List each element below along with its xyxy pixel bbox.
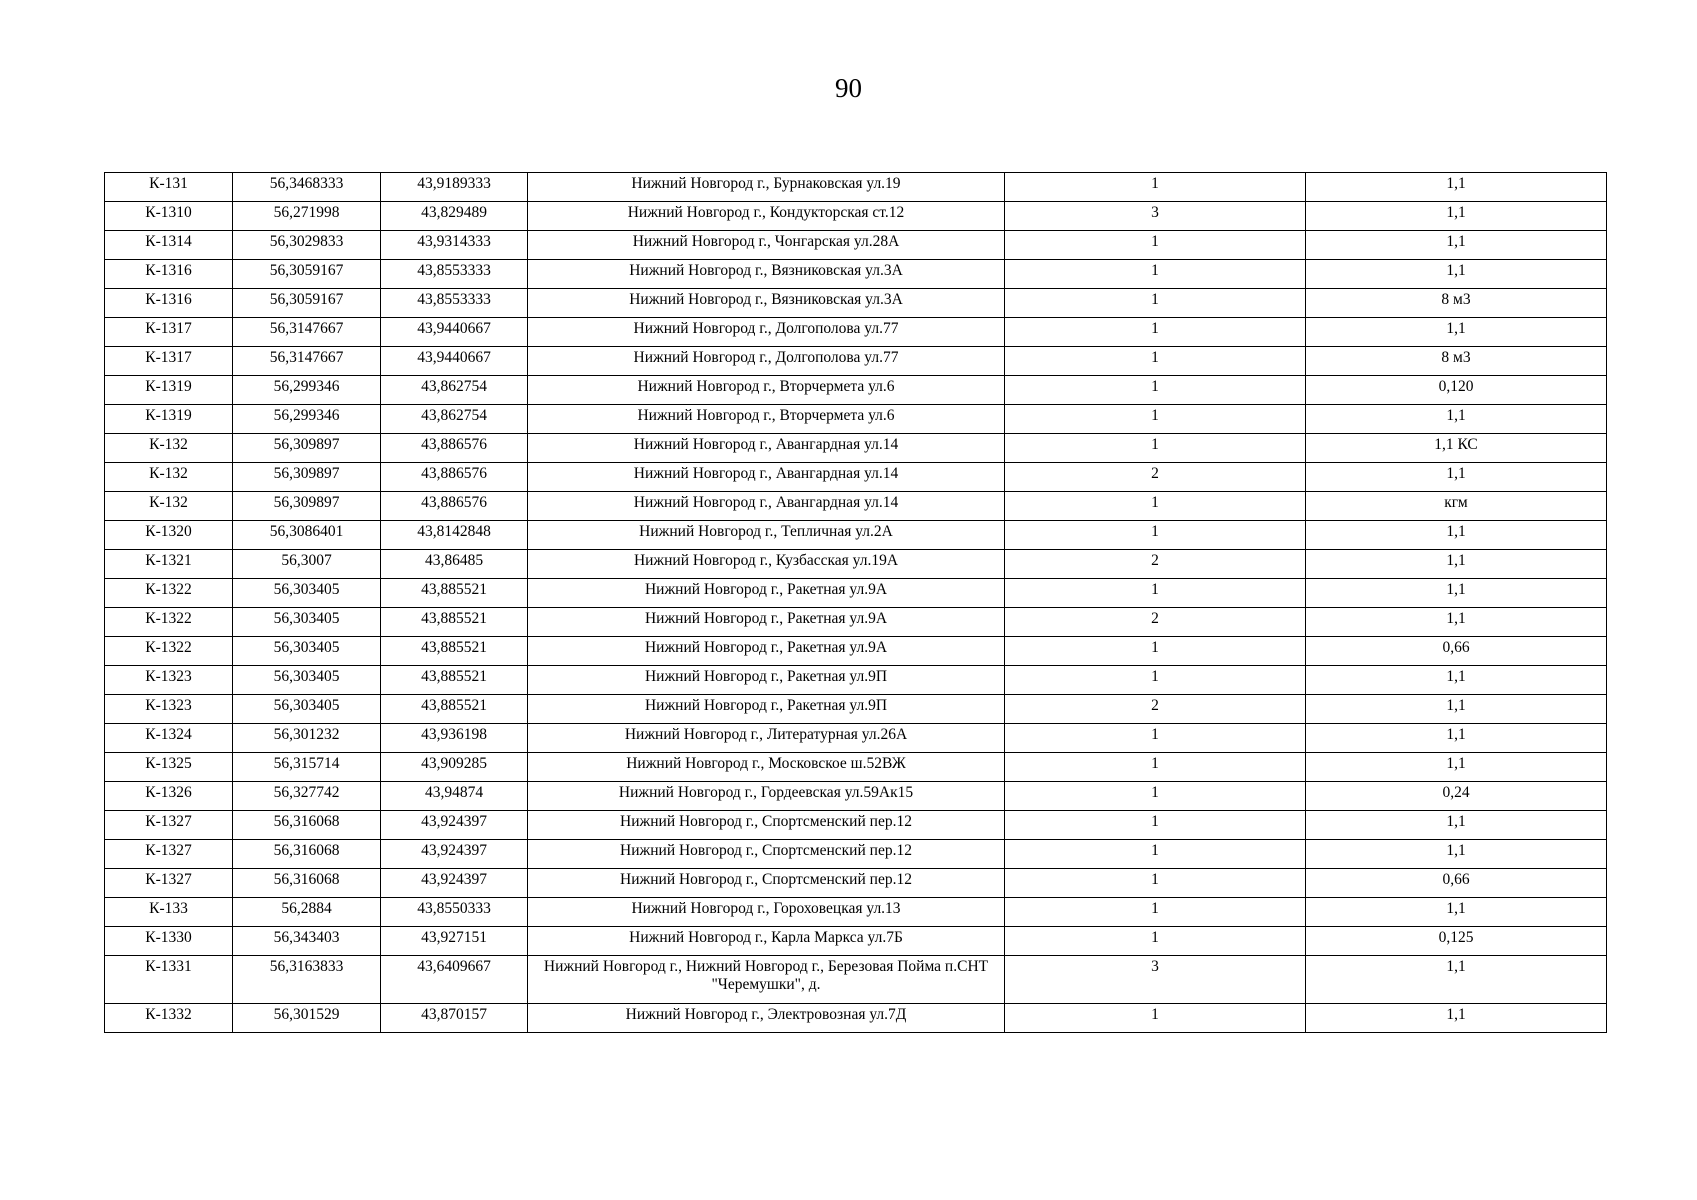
latitude-cell: 56,299346 bbox=[233, 405, 381, 434]
count-cell: 3 bbox=[1005, 956, 1306, 1004]
latitude-cell: 56,301529 bbox=[233, 1004, 381, 1033]
site-id-cell: К-1317 bbox=[105, 318, 233, 347]
address-cell: Нижний Новгород г., Авангардная ул.14 bbox=[528, 463, 1005, 492]
table-row bbox=[105, 318, 1607, 347]
address-cell: Нижний Новгород г., Ракетная ул.9А bbox=[528, 637, 1005, 666]
longitude-cell: 43,924397 bbox=[381, 811, 528, 840]
address-cell: Нижний Новгород г., Долгополова ул.77 bbox=[528, 318, 1005, 347]
table-row bbox=[105, 376, 1607, 405]
latitude-cell: 56,309897 bbox=[233, 492, 381, 521]
longitude-cell: 43,885521 bbox=[381, 666, 528, 695]
table-row bbox=[105, 347, 1607, 376]
count-cell: 1 bbox=[1005, 318, 1306, 347]
latitude-cell: 56,3029833 bbox=[233, 231, 381, 260]
count-cell: 1 bbox=[1005, 927, 1306, 956]
count-cell: 2 bbox=[1005, 608, 1306, 637]
volume-cell: 1,1 bbox=[1306, 463, 1607, 492]
volume-cell: 0,120 bbox=[1306, 376, 1607, 405]
latitude-cell: 56,316068 bbox=[233, 840, 381, 869]
volume-cell: 1,1 bbox=[1306, 840, 1607, 869]
latitude-cell: 56,343403 bbox=[233, 927, 381, 956]
volume-cell: 1,1 bbox=[1306, 260, 1607, 289]
volume-cell: 1,1 bbox=[1306, 724, 1607, 753]
latitude-cell: 56,316068 bbox=[233, 811, 381, 840]
count-cell: 2 bbox=[1005, 550, 1306, 579]
volume-cell: 1,1 bbox=[1306, 898, 1607, 927]
count-cell: 1 bbox=[1005, 434, 1306, 463]
latitude-cell: 56,3059167 bbox=[233, 260, 381, 289]
longitude-cell: 43,86485 bbox=[381, 550, 528, 579]
volume-cell: 1,1 bbox=[1306, 1004, 1607, 1033]
latitude-cell: 56,299346 bbox=[233, 376, 381, 405]
address-cell: Нижний Новгород г., Вязниковская ул.3А bbox=[528, 260, 1005, 289]
address-cell: Нижний Новгород г., Авангардная ул.14 bbox=[528, 492, 1005, 521]
longitude-cell: 43,9314333 bbox=[381, 231, 528, 260]
table-row bbox=[105, 1004, 1607, 1033]
table-row bbox=[105, 260, 1607, 289]
table-row bbox=[105, 579, 1607, 608]
count-cell: 3 bbox=[1005, 202, 1306, 231]
latitude-cell: 56,271998 bbox=[233, 202, 381, 231]
table-row bbox=[105, 231, 1607, 260]
table-row bbox=[105, 724, 1607, 753]
table-row bbox=[105, 463, 1607, 492]
site-id-cell: К-1325 bbox=[105, 753, 233, 782]
table-row bbox=[105, 869, 1607, 898]
latitude-cell: 56,309897 bbox=[233, 463, 381, 492]
site-id-cell: К-1322 bbox=[105, 637, 233, 666]
longitude-cell: 43,862754 bbox=[381, 405, 528, 434]
volume-cell: 1,1 bbox=[1306, 318, 1607, 347]
address-cell: Нижний Новгород г., Вязниковская ул.3А bbox=[528, 289, 1005, 318]
table-row bbox=[105, 840, 1607, 869]
address-cell: Нижний Новгород г., Вторчермета ул.6 bbox=[528, 376, 1005, 405]
count-cell: 1 bbox=[1005, 376, 1306, 405]
volume-cell: 1,1 bbox=[1306, 579, 1607, 608]
site-id-cell: К-1332 bbox=[105, 1004, 233, 1033]
site-id-cell: К-1322 bbox=[105, 608, 233, 637]
count-cell: 1 bbox=[1005, 492, 1306, 521]
table-row bbox=[105, 898, 1607, 927]
table-row bbox=[105, 550, 1607, 579]
site-id-cell: К-1316 bbox=[105, 260, 233, 289]
site-id-cell: К-1321 bbox=[105, 550, 233, 579]
latitude-cell: 56,303405 bbox=[233, 695, 381, 724]
site-id-cell: К-1326 bbox=[105, 782, 233, 811]
count-cell: 1 bbox=[1005, 869, 1306, 898]
count-cell: 1 bbox=[1005, 1004, 1306, 1033]
longitude-cell: 43,9189333 bbox=[381, 173, 528, 202]
site-id-cell: К-132 bbox=[105, 492, 233, 521]
latitude-cell: 56,303405 bbox=[233, 637, 381, 666]
table-row bbox=[105, 405, 1607, 434]
container-sites-table bbox=[104, 172, 1607, 1033]
longitude-cell: 43,909285 bbox=[381, 753, 528, 782]
site-id-cell: К-1316 bbox=[105, 289, 233, 318]
address-cell: Нижний Новгород г., Ракетная ул.9П bbox=[528, 695, 1005, 724]
count-cell: 1 bbox=[1005, 289, 1306, 318]
volume-cell: 1,1 bbox=[1306, 753, 1607, 782]
address-cell: Нижний Новгород г., Кузбасская ул.19А bbox=[528, 550, 1005, 579]
latitude-cell: 56,3163833 bbox=[233, 956, 381, 1004]
latitude-cell: 56,3147667 bbox=[233, 318, 381, 347]
address-cell: Нижний Новгород г., Карла Маркса ул.7Б bbox=[528, 927, 1005, 956]
address-cell: Нижний Новгород г., Кондукторская ст.12 bbox=[528, 202, 1005, 231]
count-cell: 1 bbox=[1005, 521, 1306, 550]
volume-cell: 1,1 bbox=[1306, 811, 1607, 840]
longitude-cell: 43,936198 bbox=[381, 724, 528, 753]
volume-cell: 0,125 bbox=[1306, 927, 1607, 956]
longitude-cell: 43,9440667 bbox=[381, 318, 528, 347]
volume-cell: 1,1 bbox=[1306, 231, 1607, 260]
table-row bbox=[105, 608, 1607, 637]
site-id-cell: К-1322 bbox=[105, 579, 233, 608]
volume-cell: 0,24 bbox=[1306, 782, 1607, 811]
address-cell: Нижний Новгород г., Ракетная ул.9А bbox=[528, 579, 1005, 608]
address-cell: Нижний Новгород г., Вторчермета ул.6 bbox=[528, 405, 1005, 434]
site-id-cell: К-1331 bbox=[105, 956, 233, 1004]
address-cell: Нижний Новгород г., Бурнаковская ул.19 bbox=[528, 173, 1005, 202]
address-cell: Нижний Новгород г., Долгополова ул.77 bbox=[528, 347, 1005, 376]
volume-cell: 8 м3 bbox=[1306, 289, 1607, 318]
latitude-cell: 56,316068 bbox=[233, 869, 381, 898]
latitude-cell: 56,327742 bbox=[233, 782, 381, 811]
latitude-cell: 56,3059167 bbox=[233, 289, 381, 318]
address-cell: Нижний Новгород г., Спортсменский пер.12 bbox=[528, 840, 1005, 869]
table-row bbox=[105, 811, 1607, 840]
longitude-cell: 43,829489 bbox=[381, 202, 528, 231]
longitude-cell: 43,885521 bbox=[381, 695, 528, 724]
table-row bbox=[105, 289, 1607, 318]
site-id-cell: К-131 bbox=[105, 173, 233, 202]
site-id-cell: К-1327 bbox=[105, 840, 233, 869]
volume-cell: 1,1 bbox=[1306, 666, 1607, 695]
longitude-cell: 43,886576 bbox=[381, 492, 528, 521]
longitude-cell: 43,94874 bbox=[381, 782, 528, 811]
table-row bbox=[105, 173, 1607, 202]
site-id-cell: К-1323 bbox=[105, 666, 233, 695]
site-id-cell: К-132 bbox=[105, 434, 233, 463]
count-cell: 1 bbox=[1005, 260, 1306, 289]
longitude-cell: 43,870157 bbox=[381, 1004, 528, 1033]
count-cell: 1 bbox=[1005, 405, 1306, 434]
table-row bbox=[105, 521, 1607, 550]
count-cell: 1 bbox=[1005, 811, 1306, 840]
site-id-cell: К-1324 bbox=[105, 724, 233, 753]
latitude-cell: 56,303405 bbox=[233, 608, 381, 637]
address-cell: Нижний Новгород г., Спортсменский пер.12 bbox=[528, 869, 1005, 898]
latitude-cell: 56,3147667 bbox=[233, 347, 381, 376]
count-cell: 1 bbox=[1005, 637, 1306, 666]
count-cell: 2 bbox=[1005, 695, 1306, 724]
address-cell: Нижний Новгород г., Ракетная ул.9А bbox=[528, 608, 1005, 637]
site-id-cell: К-1319 bbox=[105, 376, 233, 405]
site-id-cell: К-132 bbox=[105, 463, 233, 492]
longitude-cell: 43,862754 bbox=[381, 376, 528, 405]
site-id-cell: К-1314 bbox=[105, 231, 233, 260]
latitude-cell: 56,303405 bbox=[233, 666, 381, 695]
latitude-cell: 56,2884 bbox=[233, 898, 381, 927]
site-id-cell: К-133 bbox=[105, 898, 233, 927]
table-row bbox=[105, 782, 1607, 811]
count-cell: 1 bbox=[1005, 231, 1306, 260]
volume-cell: 8 м3 bbox=[1306, 347, 1607, 376]
address-cell: Нижний Новгород г., Авангардная ул.14 bbox=[528, 434, 1005, 463]
volume-cell: 1,1 bbox=[1306, 608, 1607, 637]
volume-cell: 1,1 bbox=[1306, 173, 1607, 202]
address-cell: Нижний Новгород г., Гороховецкая ул.13 bbox=[528, 898, 1005, 927]
longitude-cell: 43,924397 bbox=[381, 869, 528, 898]
address-cell: Нижний Новгород г., Чонгарская ул.28А bbox=[528, 231, 1005, 260]
volume-cell: 1,1 bbox=[1306, 202, 1607, 231]
latitude-cell: 56,303405 bbox=[233, 579, 381, 608]
site-id-cell: К-1327 bbox=[105, 869, 233, 898]
count-cell: 1 bbox=[1005, 579, 1306, 608]
address-cell: Нижний Новгород г., Нижний Новгород г., Березовая Пойма п.СНТ "Черемушки", д. bbox=[528, 956, 1005, 1004]
volume-cell: 1,1 bbox=[1306, 550, 1607, 579]
site-id-cell: К-1330 bbox=[105, 927, 233, 956]
table-row bbox=[105, 695, 1607, 724]
count-cell: 1 bbox=[1005, 347, 1306, 376]
longitude-cell: 43,6409667 bbox=[381, 956, 528, 1004]
site-id-cell: К-1319 bbox=[105, 405, 233, 434]
count-cell: 1 bbox=[1005, 753, 1306, 782]
volume-cell: 0,66 bbox=[1306, 637, 1607, 666]
count-cell: 1 bbox=[1005, 840, 1306, 869]
volume-cell: 1,1 bbox=[1306, 956, 1607, 1004]
longitude-cell: 43,8553333 bbox=[381, 289, 528, 318]
address-cell: Нижний Новгород г., Гордеевская ул.59Ак15 bbox=[528, 782, 1005, 811]
longitude-cell: 43,8550333 bbox=[381, 898, 528, 927]
table-row bbox=[105, 927, 1607, 956]
latitude-cell: 56,3007 bbox=[233, 550, 381, 579]
volume-cell: 1,1 bbox=[1306, 405, 1607, 434]
table-row bbox=[105, 666, 1607, 695]
count-cell: 1 bbox=[1005, 898, 1306, 927]
longitude-cell: 43,927151 bbox=[381, 927, 528, 956]
volume-cell: 1,1 bbox=[1306, 521, 1607, 550]
longitude-cell: 43,886576 bbox=[381, 434, 528, 463]
site-id-cell: К-1323 bbox=[105, 695, 233, 724]
volume-cell: 0,66 bbox=[1306, 869, 1607, 898]
volume-cell: кгм bbox=[1306, 492, 1607, 521]
latitude-cell: 56,301232 bbox=[233, 724, 381, 753]
site-id-cell: К-1317 bbox=[105, 347, 233, 376]
table-row bbox=[105, 202, 1607, 231]
longitude-cell: 43,885521 bbox=[381, 608, 528, 637]
site-id-cell: К-1310 bbox=[105, 202, 233, 231]
latitude-cell: 56,315714 bbox=[233, 753, 381, 782]
address-cell: Нижний Новгород г., Литературная ул.26А bbox=[528, 724, 1005, 753]
table-row bbox=[105, 956, 1607, 1004]
count-cell: 2 bbox=[1005, 463, 1306, 492]
count-cell: 1 bbox=[1005, 782, 1306, 811]
table-body bbox=[105, 173, 1607, 1033]
address-cell: Нижний Новгород г., Ракетная ул.9П bbox=[528, 666, 1005, 695]
address-cell: Нижний Новгород г., Московское ш.52ВЖ bbox=[528, 753, 1005, 782]
address-cell: Нижний Новгород г., Электровозная ул.7Д bbox=[528, 1004, 1005, 1033]
table-row bbox=[105, 434, 1607, 463]
table-row bbox=[105, 492, 1607, 521]
latitude-cell: 56,3468333 bbox=[233, 173, 381, 202]
longitude-cell: 43,8142848 bbox=[381, 521, 528, 550]
count-cell: 1 bbox=[1005, 724, 1306, 753]
site-id-cell: К-1327 bbox=[105, 811, 233, 840]
volume-cell: 1,1 bbox=[1306, 695, 1607, 724]
longitude-cell: 43,885521 bbox=[381, 579, 528, 608]
longitude-cell: 43,886576 bbox=[381, 463, 528, 492]
table-row bbox=[105, 637, 1607, 666]
latitude-cell: 56,3086401 bbox=[233, 521, 381, 550]
address-cell: Нижний Новгород г., Спортсменский пер.12 bbox=[528, 811, 1005, 840]
longitude-cell: 43,9440667 bbox=[381, 347, 528, 376]
longitude-cell: 43,8553333 bbox=[381, 260, 528, 289]
page-number: 90 bbox=[835, 73, 862, 103]
address-cell: Нижний Новгород г., Тепличная ул.2А bbox=[528, 521, 1005, 550]
count-cell: 1 bbox=[1005, 173, 1306, 202]
longitude-cell: 43,924397 bbox=[381, 840, 528, 869]
volume-cell: 1,1 КС bbox=[1306, 434, 1607, 463]
table-row bbox=[105, 753, 1607, 782]
latitude-cell: 56,309897 bbox=[233, 434, 381, 463]
longitude-cell: 43,885521 bbox=[381, 637, 528, 666]
count-cell: 1 bbox=[1005, 666, 1306, 695]
site-id-cell: К-1320 bbox=[105, 521, 233, 550]
